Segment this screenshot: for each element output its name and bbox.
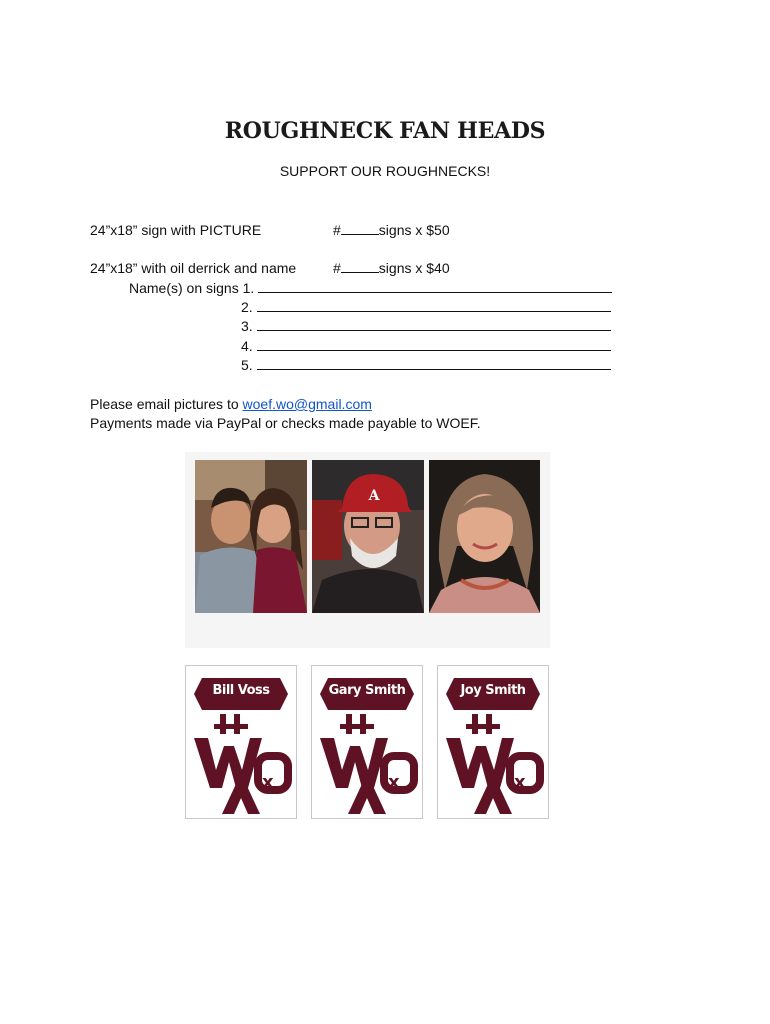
page-subtitle: SUPPORT OUR ROUGHNECKS! xyxy=(279,163,491,179)
svg-text:A: A xyxy=(368,488,380,504)
names-row-2 xyxy=(241,299,611,315)
photo-woman-image xyxy=(429,460,540,613)
option-derrick-quantity xyxy=(333,260,450,276)
qty-prefix: # xyxy=(333,222,341,238)
names-row-4 xyxy=(241,338,611,354)
sign-strip xyxy=(185,660,551,820)
name-blank-3[interactable] xyxy=(257,318,611,331)
qty-price: signs x $40 xyxy=(378,260,450,276)
svg-text:x: x xyxy=(262,772,274,793)
qty-price: signs x $50 xyxy=(378,222,450,238)
email-line xyxy=(90,396,372,412)
email-prefix: Please email pictures to xyxy=(90,396,243,412)
email-link[interactable]: woef.wo@gmail.com xyxy=(242,396,372,412)
names-number: 4. xyxy=(241,338,253,354)
photo-man-cap xyxy=(312,460,424,613)
sign-card xyxy=(185,665,297,819)
option-picture-quantity xyxy=(333,222,450,238)
name-blank-2[interactable] xyxy=(257,299,611,312)
names-number: 1. xyxy=(242,280,255,296)
names-row-5 xyxy=(241,357,611,373)
names-number: 5. xyxy=(241,357,253,373)
photo-couple xyxy=(195,460,307,613)
photo-couple-image xyxy=(195,460,307,613)
svg-text:x: x xyxy=(514,772,526,793)
photo-man-cap-image xyxy=(312,460,424,613)
sign-card xyxy=(311,665,423,819)
sign-name: Gary Smith xyxy=(328,683,406,698)
names-row-1 xyxy=(129,280,612,296)
sign-card xyxy=(437,665,549,819)
payment-line: Payments made via PayPal or checks made payable to WOEF. xyxy=(90,415,481,431)
names-row-3 xyxy=(241,318,611,334)
option-derrick-label: 24”x18” with oil derrick and name xyxy=(90,260,297,276)
qty-blank[interactable] xyxy=(341,260,379,273)
photo-woman xyxy=(429,460,540,613)
name-blank-5[interactable] xyxy=(257,357,611,370)
svg-text:x: x xyxy=(388,772,400,793)
name-blank-4[interactable] xyxy=(257,338,611,351)
names-number: 2. xyxy=(241,299,253,315)
sign-name: Bill Voss xyxy=(212,683,270,698)
page-title: ROUGHNECK FAN HEADS xyxy=(224,118,546,144)
sign-name: Joy Smith xyxy=(460,683,526,698)
photo-strip xyxy=(185,452,550,648)
qty-prefix: # xyxy=(333,260,341,276)
name-blank-1[interactable] xyxy=(258,280,612,293)
option-picture-label: 24”x18” sign with PICTURE xyxy=(90,222,262,238)
names-number: 3. xyxy=(241,318,253,334)
qty-blank[interactable] xyxy=(341,222,379,235)
names-label: Name(s) on signs xyxy=(129,280,239,296)
